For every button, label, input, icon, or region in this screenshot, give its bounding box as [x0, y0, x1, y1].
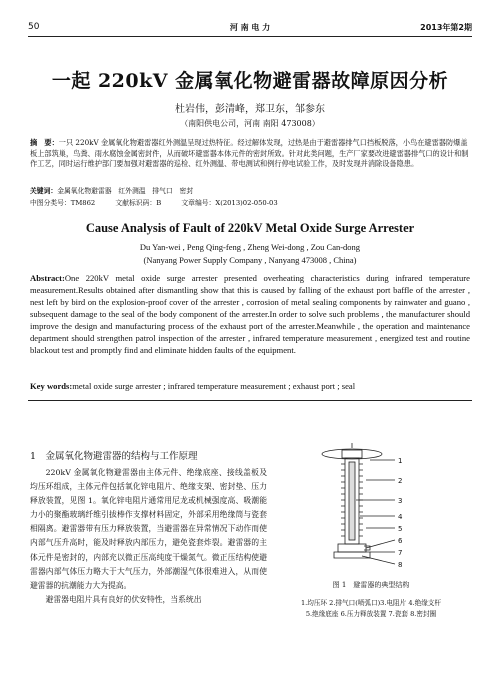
resistor-column	[349, 462, 355, 540]
keywords-label: 关键词：	[30, 187, 58, 195]
abstract-label: 摘 要：	[30, 138, 59, 147]
body-paragraph: 220kV 金属氧化物避雷器由主体元件、绝缘底座、接线盖板及均压环组成，主体元件包括氧化锌电阻片、绝缘支架、密封垫、压力释放装置，见图 1。氧化锌电阻片通常用尼龙或机械强度高、吸潮能力小的聚酯玻璃纤维引拔棒作支撑材料固定，外部采用绝缘筒与瓷套相隔离。避雷器带有压力释放装置，当避雷器在异常情况下动作而使内部气压升高时，能及时释放内部压力，避免瓷套炸裂。避雷器的主体元件是密封的，内部充以微正压高纯度干燥氮气。微正压结构使避雷器内部气体压力略大于大气压力，外部潮湿气体很难进入，从而使避雷器的抗潮能力大为提高。	[30, 468, 267, 590]
english-abstract	[30, 272, 470, 356]
shed-left	[341, 464, 345, 536]
figure-caption: 图 1 避雷器的典型结构	[332, 581, 410, 589]
english-keywords	[30, 380, 470, 392]
english-title: Cause Analysis of Fault of 220kV Metal Oxide Surge Arrester	[85, 221, 415, 235]
classification-line	[30, 198, 470, 208]
paper-title: 一起 220kV 金属氧化物避雷器故障原因分析	[51, 70, 449, 92]
callout-label: 3	[398, 497, 403, 505]
top-cap	[342, 450, 362, 458]
callout-label: 8	[398, 561, 403, 569]
chinese-keywords	[30, 186, 470, 196]
clc-number: 中图分类号：TM862	[30, 199, 96, 207]
body-paragraph: 避雷器电阻片具有良好的伏安特性，当系统出	[45, 594, 202, 604]
paper-affiliation: （南阳供电公司，河南 南阳 473008）	[180, 119, 320, 128]
english-keywords-label: Key words:	[30, 381, 73, 391]
english-abstract-label: Abstract:	[30, 273, 65, 283]
section-body	[30, 466, 267, 607]
english-keywords-text: metal oxide surge arrester ; infrared temperature measurement ; exhaust port ; seal	[72, 381, 356, 391]
figure-legend	[272, 598, 470, 620]
arrester-structure-figure	[300, 440, 440, 575]
base-flange	[334, 552, 370, 558]
keywords-text: 金属氧化物避雷器 红外测温 排气口 密封	[57, 187, 194, 195]
document-code: 文献标识码：B	[115, 199, 162, 207]
abstract-text: 一只 220kV 金属氧化物避雷器红外测温呈现过热特征。经过解体发现，过热是由于避雷器排气口挡板脱落，小鸟在避雷器防爆盖板上部筑巢，鸟粪、雨水腐蚀金属密封件，从而破坏避雷器本体元件的密封所致。针对此类问题，生产厂家要改进避雷器排气口的设计和制作工艺，同时运行维护部门要加强对避雷器的巡检、红外测温、带电测试和例行停电试验工作，及时发现并消除设备隐患。	[30, 138, 469, 169]
callout-label: 4	[398, 513, 403, 521]
callout-label: 1	[398, 457, 403, 465]
callout-label: 7	[398, 549, 403, 557]
page-number: 50	[28, 22, 40, 32]
english-abstract-text: One 220kV metal oxide surge arrester presented overheating characteristics during infrared temperature measurement.Results obtained after dismantling show that this is caused by falling of the exhaust port baffle of the arrester , nest left by bird on the explosion-proof cover of the arrester , corrosion of metal sealing components by rainwater and guano , subsequent damage to the seal of the body component of the arrester.In order to solve such problems , the manufacturer should improve the design and manufacturing process of the exhaust port of the arrester.Meanwhile , the operation and maintenance department should strengthen patrol inspection of the arrester , infrared temperature measurement , energized test and routine blackout test and promptly find and eliminate hidden faults of the equipment.	[30, 273, 470, 355]
abstract-rule	[28, 400, 472, 401]
callout-label: 5	[398, 525, 403, 533]
callout-label: 2	[398, 477, 403, 485]
article-number: 文章编号：X(2013)02-050-03	[181, 199, 278, 207]
english-affiliation: (Nanyang Power Supply Company , Nanyang 473008 , China)	[143, 255, 357, 265]
legend-line: 1.均压环 2.排气口(喷弧口)3.电阻片 4.绝缘支杆	[300, 599, 441, 607]
section-heading: 1 金属氧化物避雷器的结构与工作原理	[30, 451, 198, 462]
insulating-base	[338, 544, 366, 552]
chinese-abstract	[30, 138, 470, 170]
callout-label: 6	[398, 537, 403, 545]
english-authors: Du Yan-wei , Peng Qing-feng , Zheng Wei-dong , Zou Can-dong	[139, 242, 361, 252]
paper-authors: 杜岩伟，彭清峰，郑卫东，邹参东	[175, 104, 325, 115]
legend-line: 5.绝缘底座 6.压力释放装置 7.瓷套 8.密封圈	[305, 610, 437, 618]
issue-label: 2013年第2期	[420, 23, 472, 32]
header-rule	[28, 36, 472, 37]
journal-name: 河 南 电 力	[229, 23, 271, 32]
grading-ring	[322, 449, 382, 459]
